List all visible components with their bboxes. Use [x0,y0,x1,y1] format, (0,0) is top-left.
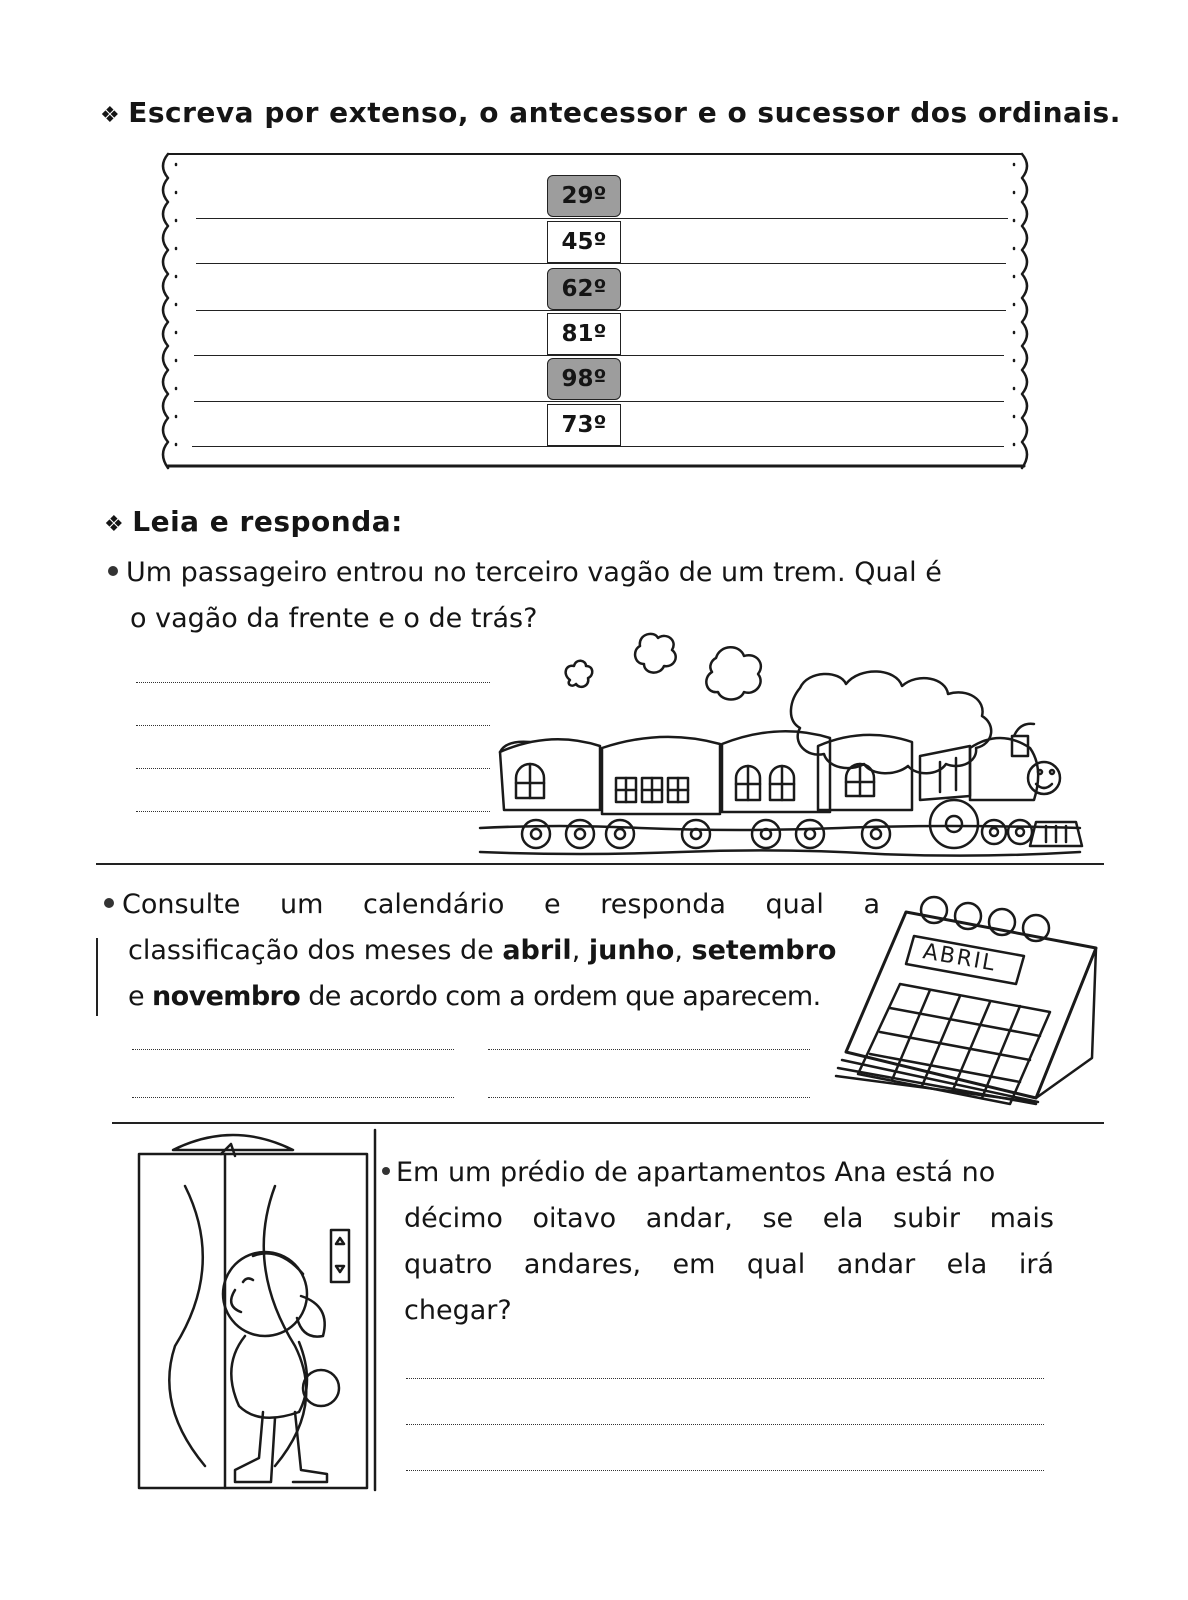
answer-line[interactable] [196,310,1006,311]
building-question [382,1150,1054,1334]
answer-line[interactable] [192,446,1004,447]
train-question-line2: o vagão da frente e o de trás? [130,603,538,634]
ordinal-cell: 29º [547,175,621,217]
calendar-month-label: ABRIL [920,939,999,977]
ordinal-cell: 73º [547,404,621,446]
calendar-question-line3: e novembro de acordo com a ordem que aparecem. [128,981,821,1012]
month-abril: abril [502,935,572,966]
bullet-icon [382,1167,390,1175]
section-divider [96,863,1104,865]
ordinal-cell: 45º [547,221,621,263]
month-junho: junho [588,935,675,966]
ordinal-cell: 62º [547,268,621,310]
answer-line[interactable] [136,811,490,812]
ordinal-cell: 98º [547,358,621,400]
calendar-question [104,882,880,1020]
building-question-line4: chegar? [404,1295,512,1326]
train-illustration [470,628,1090,868]
calendar-question-line1: Consulte um calendário e responda qual a [104,882,880,928]
answer-line[interactable] [136,725,490,726]
elevator-illustration [125,1126,385,1496]
diamond-bullet-icon: ❖ [100,103,121,128]
month-novembro: novembro [152,981,301,1012]
answer-line[interactable] [132,1049,454,1050]
building-question-line2: décimo oitavo andar, se ela subir mais [404,1203,1054,1234]
answer-line[interactable] [406,1470,1044,1471]
answer-line[interactable] [194,401,1004,402]
calendar-illustration [830,892,1100,1102]
building-question-line1: Em um prédio de apartamentos Ana está no [382,1150,1054,1196]
bullet-icon [104,898,114,908]
answer-line[interactable] [196,218,1008,219]
ordinal-table [162,152,1032,470]
answer-line[interactable] [194,355,1004,356]
answer-line[interactable] [406,1378,1044,1379]
answer-line[interactable] [196,263,1006,264]
ordinal-cell: 81º [547,313,621,355]
train-question-line1: Um passageiro entrou no terceiro vagão de um trem. Qual é [126,557,942,588]
section1-instruction: Escreva por extenso, o antecessor e o sucessor dos ordinais. [128,96,1121,129]
bullet-icon [108,566,118,576]
answer-line[interactable] [136,768,490,769]
section2-heading [104,505,403,538]
calendar-question-line2: classificação dos meses de abril, junho, setembro [128,935,837,966]
answer-line[interactable] [132,1097,454,1098]
answer-line[interactable] [136,682,490,683]
section2-title: Leia e responda: [132,505,403,538]
diamond-bullet-icon: ❖ [104,512,125,537]
section1-heading [100,96,1121,129]
answer-line[interactable] [406,1424,1044,1425]
margin-mark [96,938,98,1016]
building-question-line3: quatro andares, em qual andar ela irá [404,1249,1054,1280]
answer-line[interactable] [488,1097,810,1098]
month-setembro: setembro [691,935,837,966]
section-divider [112,1122,1104,1124]
answer-line[interactable] [488,1049,810,1050]
